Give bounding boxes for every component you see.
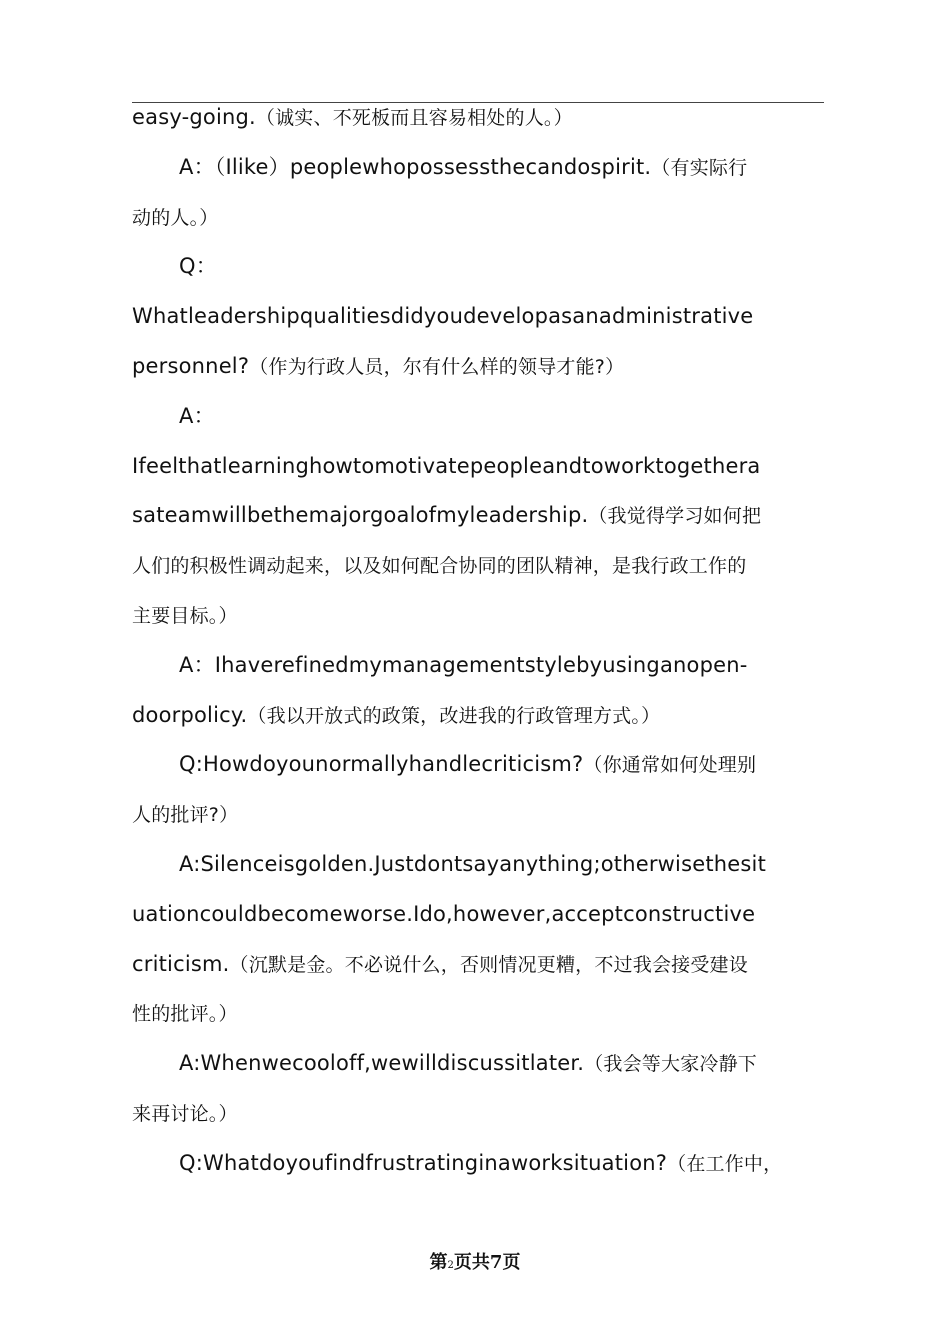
footer-prefix: 第: [429, 1252, 448, 1273]
chinese-text: （作为行政人员，尔有什么样的领导才能?）: [249, 355, 625, 378]
chinese-text: 人们的积极性调动起来，以及如何配合协同的团队精神，是我行政工作的: [132, 555, 747, 578]
text-line: [132, 193, 827, 243]
english-text: criticism.: [132, 951, 230, 976]
text-line: [132, 342, 827, 392]
english-text: Q:Whatdoyoufindfrustratinginaworksituation?: [179, 1150, 668, 1175]
text-line: [132, 989, 827, 1039]
chinese-text: （你通常如何处理别: [583, 754, 757, 777]
english-text: easy-going.: [132, 105, 256, 129]
text-line: [132, 491, 827, 541]
english-text: Ifeelthatlearninghowtomotivatepeopleandtoworktogethera: [132, 453, 761, 478]
english-text: A:Silenceisgolden.Justdontsayanything;otherwisethesit: [179, 851, 767, 876]
english-text: A：: [179, 403, 215, 428]
text-line: [132, 1139, 827, 1189]
english-text: doorpolicy.: [132, 702, 248, 727]
chinese-text: 主要目标。）: [132, 604, 238, 627]
english-text: A：Ihaverefinedmymanagementstylebyusinganopen-: [179, 652, 748, 677]
chinese-text: 动的人。）: [132, 206, 219, 229]
english-text: Q:Howdoyounormallyhandlecriticism?: [179, 752, 584, 777]
text-line: [132, 740, 827, 790]
text-line: [132, 292, 827, 342]
text-line: [132, 890, 827, 940]
chinese-text: （在工作中，: [667, 1152, 783, 1175]
english-text: uationcouldbecomeworse.Ido,however,acceptconstructive: [132, 901, 756, 926]
chinese-text: （我觉得学习如何把: [588, 505, 762, 528]
text-line: [132, 840, 827, 890]
text-line: [132, 143, 827, 193]
text-line: [132, 940, 827, 990]
footer-suffix: 页: [502, 1252, 521, 1273]
chinese-text: （沉默是金。不必说什么，否则情况更糟，不过我会接受建设: [229, 953, 748, 976]
chinese-text: （我会等大家冷静下: [584, 1053, 757, 1076]
document-body: [132, 93, 827, 1189]
text-line: [132, 93, 827, 143]
text-line: [132, 641, 827, 691]
english-text: Whatleadershipqualitiesdidyoudevelopasanadministrative: [132, 304, 754, 329]
chinese-text: （诚实、不死板而且容易相处的人。）: [255, 107, 573, 129]
text-line: [132, 442, 827, 492]
english-text: A:Whenwecooloff,wewilldiscussitlater.: [179, 1051, 585, 1076]
page-footer: [0, 1248, 950, 1274]
chinese-text: （有实际行: [651, 156, 748, 179]
text-line: [132, 1089, 827, 1139]
text-line: [132, 242, 827, 292]
text-line: [132, 691, 827, 741]
english-text: A：（Ilike）peoplewhopossessthecandospirit.: [179, 154, 652, 179]
text-line: [132, 1039, 827, 1089]
text-line: [132, 790, 827, 840]
footer-total-pages: 7: [489, 1252, 503, 1273]
chinese-text: 性的批评。）: [132, 1003, 238, 1026]
english-text: personnel?: [132, 353, 250, 378]
text-line: [132, 392, 827, 442]
chinese-text: 人的批评?）: [132, 804, 239, 827]
text-line: [132, 591, 827, 641]
text-line: [132, 541, 827, 591]
chinese-text: （我以开放式的政策，改进我的行政管理方式。）: [247, 704, 661, 727]
english-text: Q：: [179, 254, 217, 279]
footer-current-page: 2: [447, 1260, 454, 1271]
footer-middle: 页共: [453, 1252, 490, 1273]
english-text: sateamwillbethemajorgoalofmyleadership.: [132, 503, 589, 528]
chinese-text: 来再讨论。）: [132, 1102, 238, 1125]
